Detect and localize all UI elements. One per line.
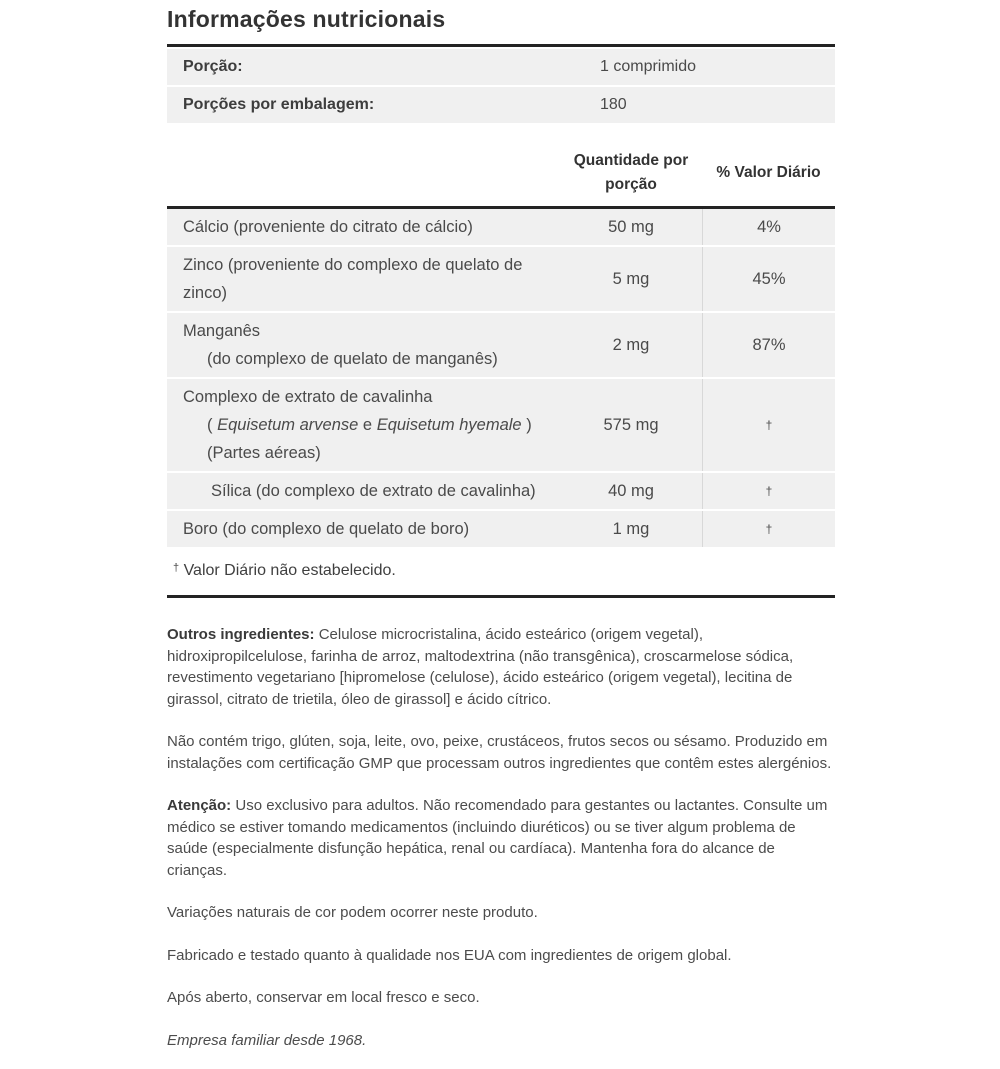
nutrient-amount: 1 mg	[612, 519, 650, 538]
table-row-zinc	[167, 247, 835, 313]
amount-column-header: Quantidade por porção	[573, 151, 689, 193]
serving-size-label: Porção:	[183, 58, 243, 75]
nutrient-daily-value	[702, 511, 835, 547]
nutrient-name	[167, 379, 560, 471]
storage-note: Após aberto, conservar em local fresco e seco.	[167, 989, 480, 1006]
family-company-note: Empresa familiar desde 1968.	[167, 1031, 367, 1049]
nutrient-name-source: (do complexo de quelato de manganês)	[207, 350, 498, 368]
table-row-silica	[167, 473, 835, 511]
nutrient-plant-part: (Partes aéreas)	[207, 444, 321, 462]
color-variation-note: Variações naturais de cor podem ocorrer neste produto.	[167, 904, 538, 921]
table-row-manganese	[167, 313, 835, 379]
nutrient-daily-value: 45%	[702, 247, 835, 311]
nutrient-amount: 5 mg	[612, 269, 650, 288]
nutrient-daily-value: 4%	[702, 209, 835, 245]
latin-paren-close: )	[521, 416, 532, 434]
nutrient-daily-value	[702, 379, 835, 471]
nutrient-amount: 50 mg	[608, 217, 654, 236]
nutrition-facts-panel	[167, 4, 835, 1069]
nutrient-name-main: Complexo de extrato de cavalinha	[183, 388, 433, 406]
dagger-symbol: †	[765, 484, 773, 498]
nutrient-name	[167, 313, 560, 377]
dagger-symbol: †	[765, 418, 773, 432]
dagger-symbol: †	[765, 522, 773, 536]
footnote-text: Valor Diário não estabelecido.	[179, 562, 396, 579]
serving-info-table	[167, 44, 835, 123]
nutrient-amount: 40 mg	[608, 481, 654, 500]
other-ingredients-label: Outros ingredientes:	[167, 626, 315, 643]
latin-species-2: Equisetum hyemale	[376, 416, 522, 434]
table-row-boron	[167, 511, 835, 549]
latin-paren-open: (	[207, 416, 218, 434]
quality-note: Fabricado e testado quanto à qualidade nos EUA com ingredientes de origem global.	[167, 946, 732, 964]
serving-size-row	[167, 49, 835, 85]
nutrient-amount: 575 mg	[603, 415, 659, 434]
servings-per-container-value: 180	[600, 96, 627, 113]
other-ingredients-text: Celulose microcristalina, ácido esteárico (origem vegetal), hidroxipropilcelulose, farinha de arroz, maltodextrina (não transgênica), croscarmelose sódica, revestimento vegetariano [hipromelose (celulose), ácido esteárico (origem vegetal), lecitina de girassol, citrato de trietila, óleo de girassol] e ácido cítrico.	[167, 626, 794, 708]
nutrient-daily-value: 87%	[702, 313, 835, 377]
servings-per-container-label: Porções por embalagem:	[183, 96, 375, 113]
dagger-symbol: †	[173, 562, 180, 574]
table-row-horsetail-extract	[167, 379, 835, 473]
servings-per-container-row	[167, 87, 835, 123]
page-title: Informações nutricionais	[167, 6, 446, 32]
nutrient-name: Boro (do complexo de quelato de boro)	[183, 520, 470, 538]
nutrient-name-main: Manganês	[183, 322, 261, 340]
allergen-statement: Não contém trigo, glúten, soja, leite, ovo, peixe, crustáceos, frutos secos ou sésamo. Produzido em instalações com certificação GMP que processam outros ingredientes que contêm estes alergénios.	[167, 733, 832, 772]
latin-species-1: Equisetum arvense	[217, 416, 359, 434]
nutrient-name: Sílica (do complexo de extrato de cavalinha)	[211, 482, 536, 500]
nutrient-latin-names	[183, 411, 544, 439]
nutrient-name: Zinco (proveniente do complexo de quelato de zinco)	[183, 256, 523, 302]
table-row-calcium	[167, 209, 835, 247]
nutrient-daily-value	[702, 473, 835, 509]
table-column-headers	[167, 147, 835, 209]
other-ingredients-paragraph	[167, 624, 835, 710]
warning-text: Uso exclusivo para adultos. Não recomendado para gestantes ou lactantes. Consulte um médico se estiver tomando medicamentos (incluindo diuréticos) ou se tiver algum problema de saúde (especialmente disfunção hepática, renal ou cardíaca). Mantenha fora do alcance de crianças.	[167, 797, 828, 879]
nutrient-amount: 2 mg	[612, 335, 650, 354]
nutrient-table-body	[167, 209, 835, 549]
warning-label: Atenção:	[167, 797, 232, 814]
warning-paragraph	[167, 795, 835, 881]
daily-value-column-header: % Valor Diário	[716, 163, 821, 181]
daily-value-footnote	[167, 549, 835, 598]
serving-size-value: 1 comprimido	[600, 58, 697, 75]
nutrient-name: Cálcio (proveniente do citrato de cálcio)	[183, 218, 473, 236]
latin-conjunction: e	[358, 416, 377, 434]
supplement-details	[167, 624, 835, 1051]
